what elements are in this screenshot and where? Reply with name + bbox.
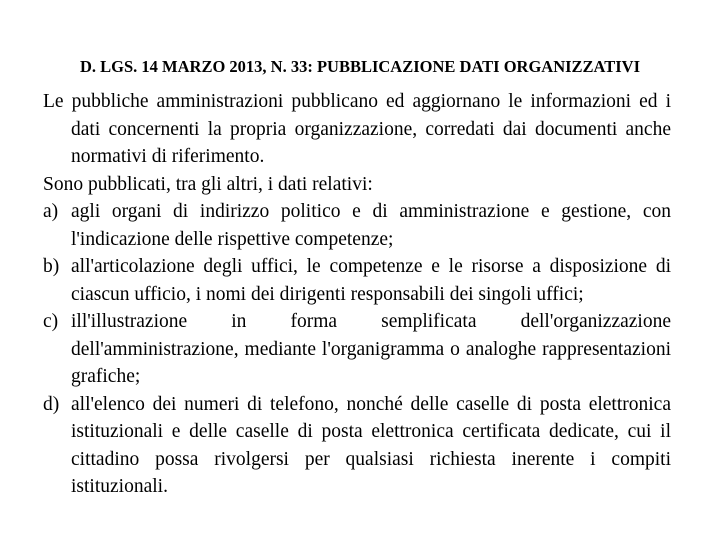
list-item-a xyxy=(43,198,671,253)
list-marker: a) xyxy=(43,201,59,222)
list-marker: b) xyxy=(43,256,60,277)
document-body xyxy=(43,88,671,501)
list-item-b xyxy=(43,253,671,308)
list-marker: d) xyxy=(43,393,60,415)
list-item-c xyxy=(43,308,671,391)
lead-paragraph: Sono pubblicati, tra gli altri, i dati relativi: xyxy=(43,173,373,195)
list-marker: c) xyxy=(43,311,59,332)
intro-paragraph: Le pubbliche amministrazioni pubblicano ed aggiornano le informazioni ed i dati concernenti la propria organizzazione, corredati dai documenti anche normativi di riferimento. xyxy=(43,91,671,167)
list-item-text: ill'illustrazione in forma semplificata dell'organizzazione dell'amministrazione, mediante l'organigramma o analoghe rappresentazioni grafiche; xyxy=(71,311,671,387)
list-item-text: all'elenco dei numeri di telefono, nonché delle caselle di posta elettronica istituzionali e delle caselle di posta elettronica certificata dedicate, cui il cittadino possa rivolgersi per qualsiasi richiesta inerente i compiti istituzionali. xyxy=(71,393,671,497)
list-item-text: agli organi di indirizzo politico e di amministrazione e gestione, con l'indicazione delle rispettive competenze; xyxy=(71,201,671,250)
list-item-d xyxy=(43,391,671,501)
document-title: D. LGS. 14 MARZO 2013, N. 33: PUBBLICAZIONE DATI ORGANIZZATIVI xyxy=(80,57,640,76)
list-item-text: all'articolazione degli uffici, le competenze e le risorse a disposizione di ciascun ufficio, i nomi dei dirigenti responsabili dei singoli uffici; xyxy=(71,256,671,305)
